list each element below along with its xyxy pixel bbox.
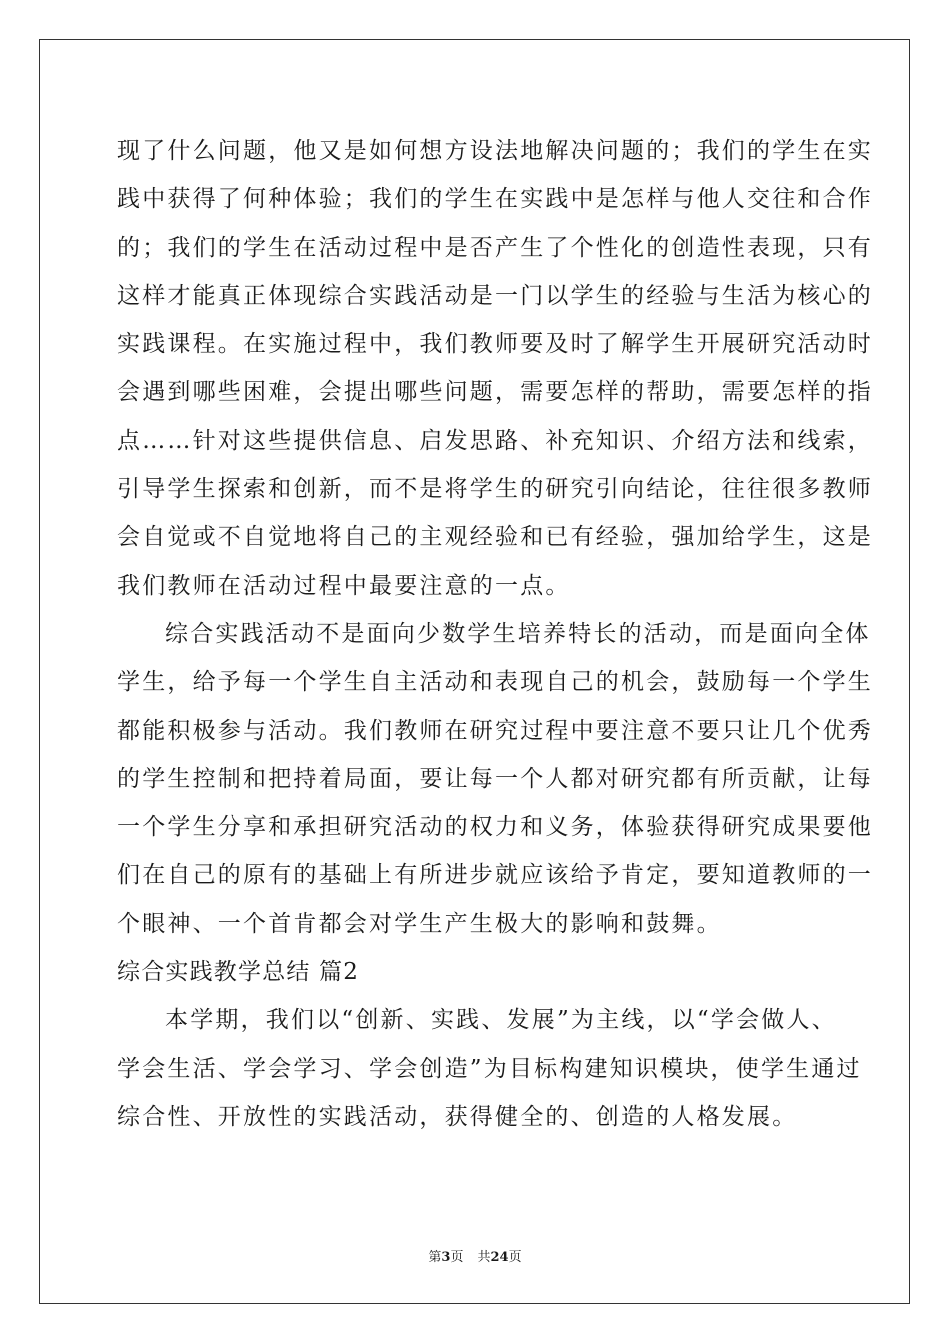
text-line: 一个学生分享和承担研究活动的权力和义务，体验获得研究成果要他 (117, 814, 873, 841)
text-line: 会自觉或不自觉地将自己的主观经验和已有经验，强加给学生，这是 (117, 524, 873, 551)
page-number: 3 (441, 1250, 451, 1265)
text-line: 综合实践活动不是面向少数学生培养特长的活动，而是面向全体 (165, 620, 871, 647)
total-prefix: 共 (477, 1250, 491, 1265)
text-line: 实践课程。在实施过程中，我们教师要及时了解学生开展研究活动时 (117, 331, 873, 358)
text-line: 们在自己的原有的基础上有所进步就应该给予肯定，要知道教师的一 (117, 862, 873, 889)
section-heading: 综合实践教学总结 篇2 (117, 959, 360, 986)
text-line: 学会生活、学会学习、学会创造”为目标构建知识模块，使学生通过 (117, 1055, 862, 1082)
text-line: 综合性、开放性的实践活动，获得健全的、创造的人格发展。 (117, 1103, 798, 1130)
paragraph-3 (117, 996, 862, 1141)
text-line: 都能积极参与活动。我们教师在研究过程中要注意不要只让几个优秀 (117, 717, 873, 744)
text-line: 个眼神、一个首肯都会对学生产生极大的影响和鼓舞。 (117, 910, 722, 937)
text-line: 现了什么问题，他又是如何想方设法地解决问题的；我们的学生在实 (117, 138, 873, 164)
page-footer (0, 1246, 950, 1265)
text-line: 的学生控制和把持着局面，要让每一个人都对研究都有所贡献，让每 (117, 765, 873, 792)
text-line: 践中获得了何种体验；我们的学生在实践中是怎样与他人交往和合作 (117, 186, 873, 213)
document-body (117, 127, 873, 1141)
text-line: 引导学生探索和创新，而不是将学生的研究引向结论，往往很多教师 (117, 476, 873, 503)
text-line: 我们教师在活动过程中最要注意的一点。 (117, 572, 571, 599)
page-suffix: 页 (450, 1250, 464, 1265)
text-line: 的；我们的学生在活动过程中是否产生了个性化的创造性表现，只有 (117, 234, 873, 261)
text-line: 学生，给予每一个学生自主活动和表现自己的机会，鼓励每一个学生 (117, 669, 873, 696)
text-line: 本学期，我们以“创新、实践、发展”为主线，以“学会做人、 (165, 1007, 837, 1034)
paragraph-1 (117, 127, 873, 610)
page-prefix: 第 (428, 1250, 442, 1265)
text-line: 点……针对这些提供信息、启发思路、补充知识、介绍方法和线索， (117, 427, 873, 454)
total-pages: 24 (490, 1250, 509, 1265)
total-suffix: 页 (508, 1250, 522, 1265)
text-line: 会遇到哪些困难，会提出哪些问题，需要怎样的帮助，需要怎样的指 (117, 379, 873, 406)
text-line: 这样才能真正体现综合实践活动是一门以学生的经验与生活为核心的 (117, 282, 873, 309)
paragraph-2 (117, 610, 873, 948)
